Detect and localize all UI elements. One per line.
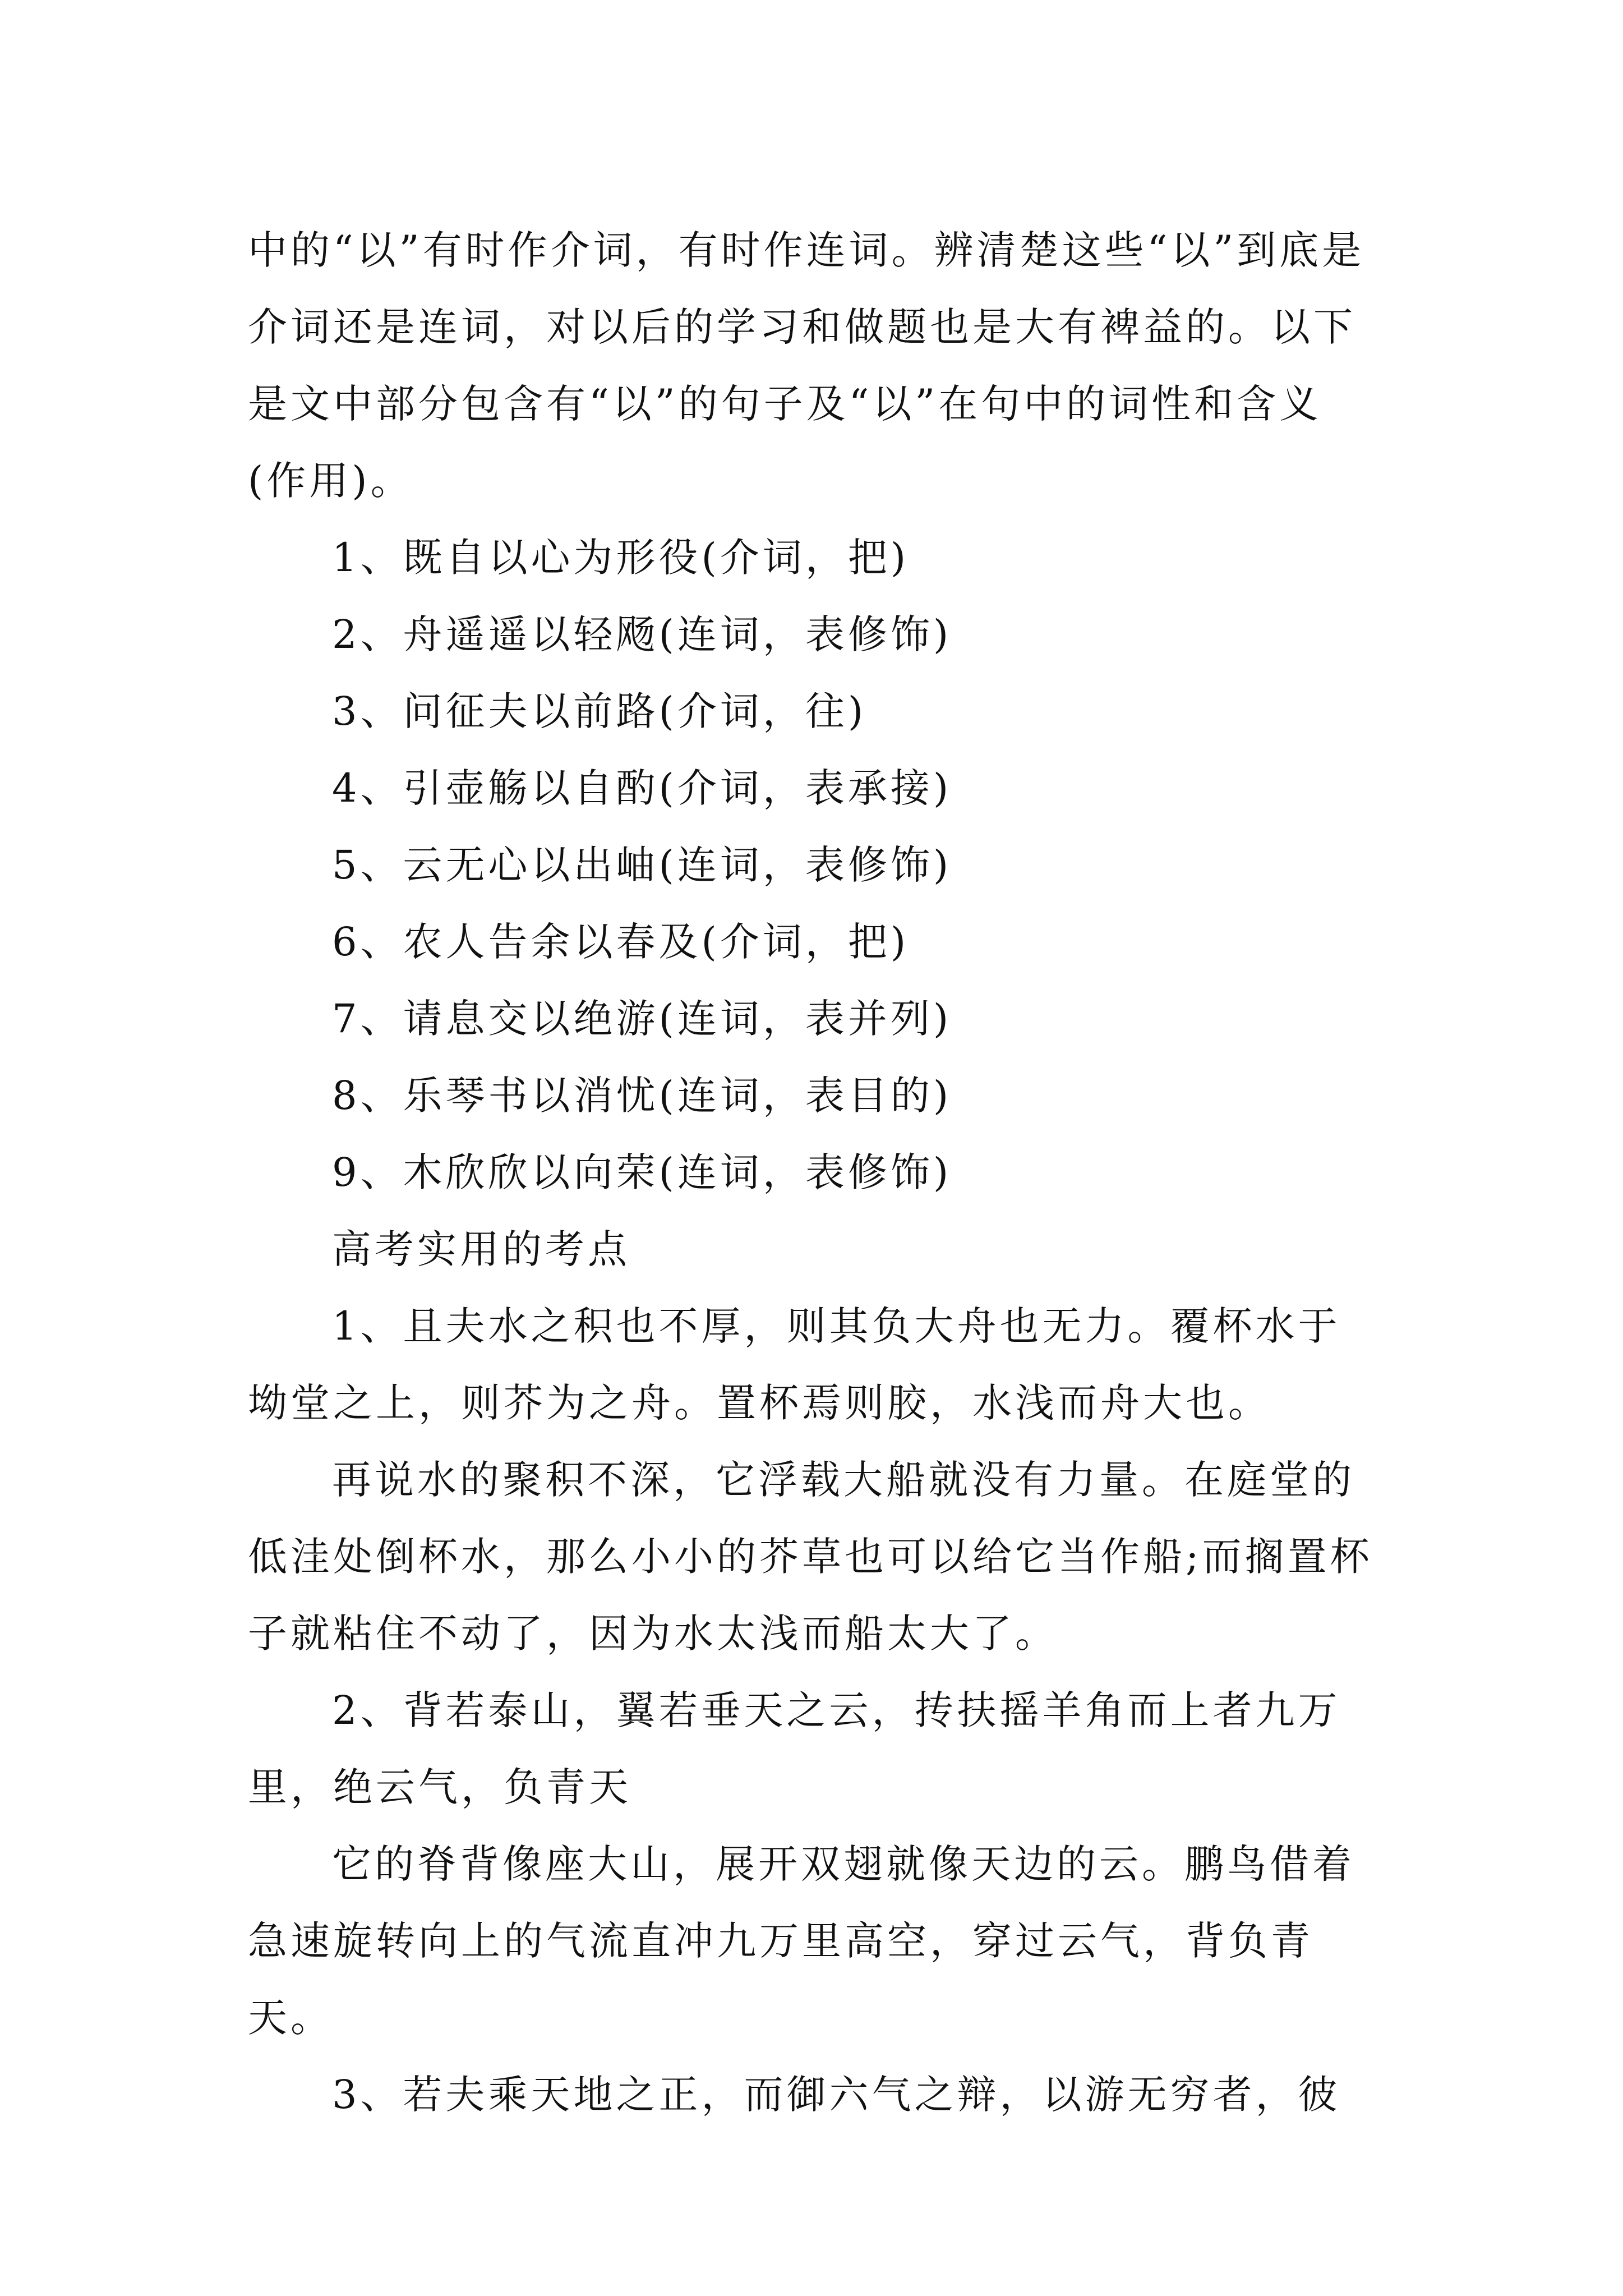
list-item: 7、请息交以绝游(连词，表并列) bbox=[332, 996, 952, 1042]
list-item: 6、农人告余以春及(介词，把) bbox=[332, 919, 910, 965]
quote-paragraph: 2、背若泰山，翼若垂天之云，抟扶摇羊角而上者九万里，绝云气，负青天 bbox=[248, 1687, 1341, 1810]
section-heading: 高考实用的考点 bbox=[332, 1226, 630, 1272]
intro-paragraph: 中的“以”有时作介词，有时作连词。辨清楚这些“以”到底是介词还是连词，对以后的学习和做题也是大有裨益的。以下是文中部分包含有“以”的句子及“以”在句中的词性和含义(作用)。 bbox=[248, 227, 1365, 504]
list-item: 5、云无心以出岫(连词，表修饰) bbox=[332, 842, 952, 888]
list-item: 3、问征夫以前路(介词，往) bbox=[332, 688, 867, 734]
list-item: 1、既自以心为形役(介词，把) bbox=[332, 535, 910, 581]
translation-paragraph: 再说水的聚积不深，它浮载大船就没有力量。在庭堂的低洼处倒杯水，那么小小的芥草也可以给它当作船;而搁置杯子就粘住不动了，因为水太浅而船太大了。 bbox=[248, 1457, 1373, 1657]
list-item: 4、引壶觞以自酌(介词，表承接) bbox=[332, 765, 952, 811]
list-item: 8、乐琴书以消忧(连词，表目的) bbox=[332, 1073, 952, 1119]
list-item: 9、木欣欣以向荣(连词，表修饰) bbox=[332, 1149, 952, 1195]
document-body bbox=[248, 212, 1381, 2133]
translation-paragraph: 它的脊背像座大山，展开双翅就像天边的云。鹏鸟借着急速旋转向上的气流直冲九万里高空，穿过云气，背负青天。 bbox=[248, 1841, 1355, 2041]
list-item: 2、舟遥遥以轻飏(连词，表修饰) bbox=[332, 611, 952, 657]
quote-paragraph: 3、若夫乘天地之正，而御六气之辩，以游无穷者，彼 bbox=[332, 2072, 1341, 2118]
quote-paragraph: 1、且夫水之积也不厚，则其负大舟也无力。覆杯水于坳堂之上，则芥为之舟。置杯焉则胶，水浅而舟大也。 bbox=[248, 1303, 1341, 1426]
